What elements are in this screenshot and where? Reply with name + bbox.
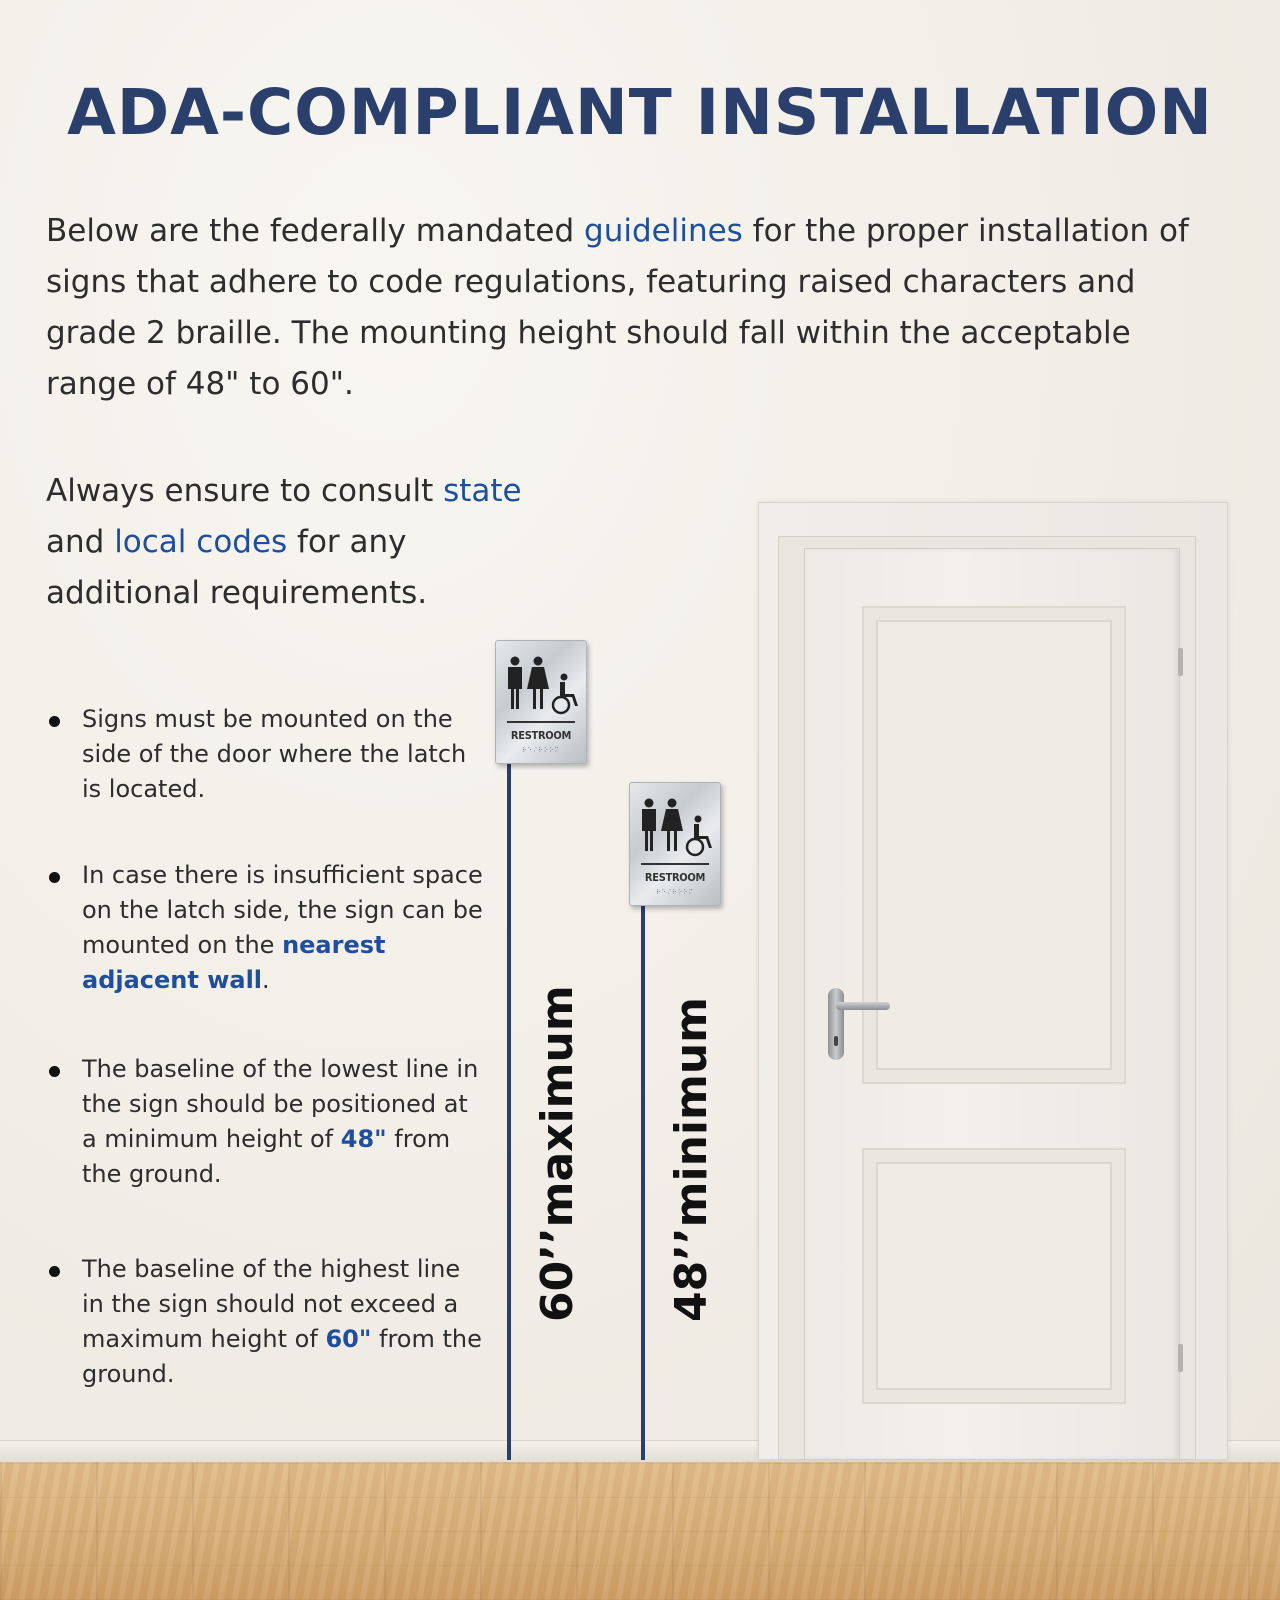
sign-divider [507, 721, 575, 723]
intro-text-2: for the proper installation of signs that adhere to code regulations, featuring raised characters and grade 2 braille. The mounting height should fall within the acceptable range of 48" to 60". [46, 213, 1189, 402]
sign-braille: ⠗⠑⠌⠗⠕⠕⠍ [522, 747, 560, 754]
consult-text-1: Always ensure to consult [46, 473, 444, 509]
intro-paragraph [46, 206, 1226, 410]
sign-divider [641, 863, 709, 865]
bullet-text: Signs must be mounted on the side of the door where the latch is located. [82, 705, 467, 803]
bullet-dot [49, 716, 60, 727]
list-item [46, 1252, 486, 1392]
lower-hinge [1178, 1344, 1183, 1372]
consult-text-2: and [46, 524, 115, 560]
max-height-label: 60’’maximum [532, 985, 583, 1322]
sign-braille: ⠗⠑⠌⠗⠕⠕⠍ [656, 889, 694, 896]
restroom-sign-high [495, 640, 587, 764]
sign-label: RESTROOM [644, 871, 706, 884]
restroom-sign-low [629, 782, 721, 906]
min-height-line [641, 894, 645, 1460]
consult-text-3: for any additional requirements. [46, 524, 428, 611]
bullet-highlight: 48" [340, 1125, 387, 1153]
guidelines-link: guidelines [584, 213, 743, 249]
max-height-line [507, 752, 511, 1460]
list-item [46, 858, 486, 998]
door-handle-plate [828, 988, 844, 1060]
list-item [46, 702, 486, 807]
bullet-dot [49, 1066, 60, 1077]
restroom-pictogram-icon [636, 797, 716, 859]
bullet-after: from the ground. [82, 1125, 451, 1188]
list-item [46, 1052, 486, 1192]
restroom-pictogram-icon [502, 655, 582, 717]
bullet-after: from the ground. [82, 1325, 482, 1388]
bullet-text: The baseline of the highest line in the sign should not exceed a maximum height of [82, 1255, 461, 1353]
bullet-after: . [262, 966, 270, 994]
intro-text-1: Below are the federally mandated [46, 213, 585, 249]
bullet-highlight: nearest adjacent wall [82, 931, 386, 994]
wood-floor [0, 1462, 1280, 1600]
state-link: state [443, 473, 522, 509]
bullet-dot [49, 1266, 60, 1277]
door-upper-panel [862, 606, 1126, 1084]
bullet-dot [49, 872, 60, 883]
door-handle-icon [836, 1002, 890, 1010]
sign-label: RESTROOM [510, 729, 572, 742]
upper-hinge [1178, 648, 1183, 676]
bullet-text: The baseline of the lowest line in the sign should be positioned at a minimum height of [82, 1055, 479, 1153]
bullet-text: In case there is insufficient space on the latch side, the sign can be mounted on the [82, 861, 483, 959]
min-height-label: 48’’minimum [666, 996, 717, 1322]
page-title: ADA-COMPLIANT INSTALLATION [67, 76, 1213, 149]
consult-paragraph [46, 466, 526, 619]
door-lower-panel [862, 1148, 1126, 1404]
keyhole [834, 1036, 838, 1046]
local-codes-link: local codes [114, 524, 288, 560]
bullet-highlight: 60" [325, 1325, 372, 1353]
